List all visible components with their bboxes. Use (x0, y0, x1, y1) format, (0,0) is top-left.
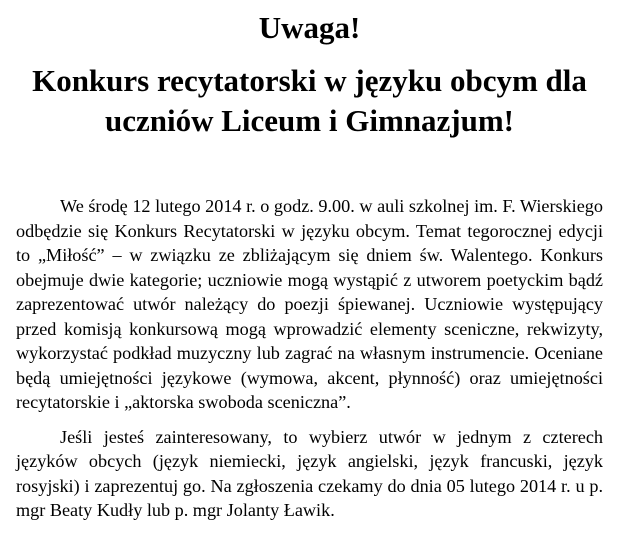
paragraph-announcement: We środę 12 lutego 2014 r. o godz. 9.00. w auli szkolnej im. F. Wierskiego odbędzie się Konkurs Recytatorski w języku obcym. Temat tegorocznej edycji to „Miłość” – w związku ze zbliżającym się dniem św. Walentego. Konkurs obejmuje dwie kategorie; uczniowie mogą wystąpić z utworem poetyckim bądź zaprezentować utwór należący do poezji śpiewanej. Uczniowie występujący przed komisją konkursową mogą wprowadzić elementy sceniczne, rekwizyty, wykorzystać podkład muzyczny lub zagrać na własnym instrumencie. Oceniane będą umiejętności językowe (wymowa, akcent, płynność) oraz umiejętności recytatorskie i „aktorska swoboda sceniczna”. (16, 196, 603, 412)
paragraph-registration: Jeśli jesteś zainteresowany, to wybierz utwór w jednym z czterech języków obcych (język niemiecki, język angielski, język francuski, język rosyjski) i zaprezentuj go. Na zgłoszenia czekamy do dnia 05 lutego 2014 r. u p. mgr Beaty Kudły lub p. mgr Jolanty Ławik. (16, 426, 603, 520)
header (16, 0, 603, 141)
subtitle-line-1: Konkurs recytatorski w języku obcym dla (32, 63, 587, 98)
page-subtitle (16, 61, 603, 141)
subtitle-line-2: uczniów Liceum i Gimnazjum! (105, 103, 514, 138)
page-title: Uwaga! (258, 10, 361, 45)
